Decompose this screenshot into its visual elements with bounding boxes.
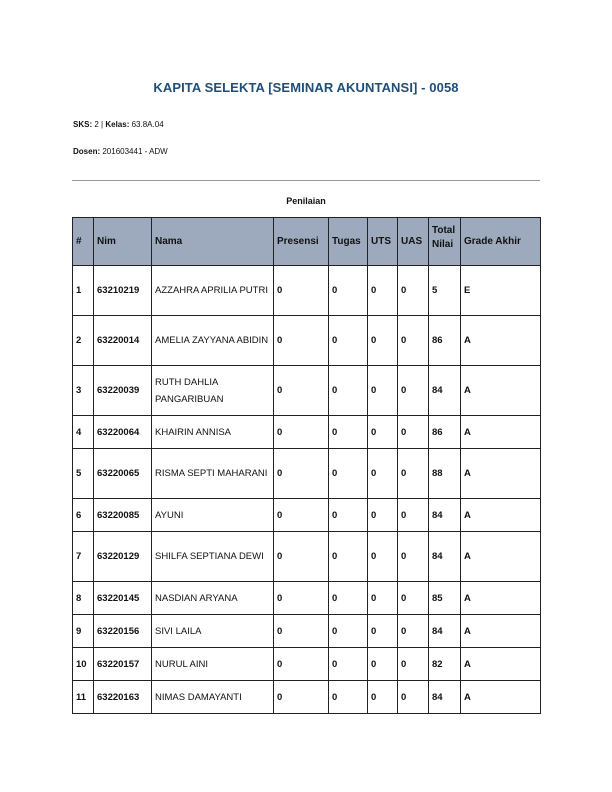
cell-presensi: 0: [274, 449, 329, 499]
cell-presensi: 0: [274, 416, 329, 449]
cell-total-nilai: 82: [429, 648, 461, 681]
divider: [72, 180, 540, 181]
cell-uas: 0: [398, 266, 429, 316]
cell-uts: 0: [368, 416, 398, 449]
cell-nama: SHILFA SEPTIANA DEWI: [152, 532, 274, 582]
table-row: [73, 615, 541, 648]
cell-total-nilai: 84: [429, 681, 461, 714]
sks-label: SKS:: [73, 120, 93, 129]
cell-grade-akhir: A: [461, 366, 541, 416]
table-header-row: [73, 218, 541, 266]
cell-uas: 0: [398, 648, 429, 681]
cell-no: 5: [73, 449, 94, 499]
table-row: [73, 316, 541, 366]
cell-no: 2: [73, 316, 94, 366]
cell-nama: SIVI LAILA: [152, 615, 274, 648]
cell-uas: 0: [398, 582, 429, 615]
sks-value: 2: [94, 120, 99, 129]
section-title: Penilaian: [286, 196, 326, 206]
cell-no: 1: [73, 266, 94, 316]
cell-presensi: 0: [274, 366, 329, 416]
header-total-nilai: Total Nilai: [429, 218, 461, 266]
table-row: [73, 266, 541, 316]
meta-separator: |: [101, 120, 104, 129]
cell-no: 11: [73, 681, 94, 714]
cell-grade-akhir: E: [461, 266, 541, 316]
cell-presensi: 0: [274, 316, 329, 366]
cell-nama: KHAIRIN ANNISA: [152, 416, 274, 449]
cell-no: 3: [73, 366, 94, 416]
table-row: [73, 648, 541, 681]
cell-tugas: 0: [329, 266, 368, 316]
cell-presensi: 0: [274, 266, 329, 316]
cell-total-nilai: 84: [429, 615, 461, 648]
cell-total-nilai: 84: [429, 532, 461, 582]
cell-tugas: 0: [329, 582, 368, 615]
header-uts: UTS: [368, 218, 398, 266]
cell-tugas: 0: [329, 416, 368, 449]
cell-no: 7: [73, 532, 94, 582]
header-grade-akhir: Grade Akhir: [461, 218, 541, 266]
cell-nama: AMELIA ZAYYANA ABIDIN: [152, 316, 274, 366]
header-nama: Nama: [152, 218, 274, 266]
lecturer-meta-line: [73, 147, 168, 156]
cell-presensi: 0: [274, 648, 329, 681]
cell-nim: 63220145: [94, 582, 152, 615]
cell-uas: 0: [398, 449, 429, 499]
cell-uas: 0: [398, 316, 429, 366]
cell-uts: 0: [368, 615, 398, 648]
cell-tugas: 0: [329, 366, 368, 416]
cell-grade-akhir: A: [461, 615, 541, 648]
cell-uts: 0: [368, 582, 398, 615]
cell-grade-akhir: A: [461, 449, 541, 499]
cell-nama: AZZAHRA APRILIA PUTRI: [152, 266, 274, 316]
cell-nim: 63220039: [94, 366, 152, 416]
page-title: KAPITA SELEKTA [SEMINAR AKUNTANSI] - 0058: [153, 80, 459, 95]
cell-nim: 63210219: [94, 266, 152, 316]
cell-uts: 0: [368, 366, 398, 416]
cell-nim: 63220157: [94, 648, 152, 681]
cell-no: 4: [73, 416, 94, 449]
cell-total-nilai: 88: [429, 449, 461, 499]
cell-no: 6: [73, 499, 94, 532]
cell-tugas: 0: [329, 316, 368, 366]
header-no: #: [73, 218, 94, 266]
cell-presensi: 0: [274, 582, 329, 615]
cell-tugas: 0: [329, 648, 368, 681]
cell-uts: 0: [368, 532, 398, 582]
cell-no: 8: [73, 582, 94, 615]
cell-tugas: 0: [329, 532, 368, 582]
cell-grade-akhir: A: [461, 582, 541, 615]
cell-grade-akhir: A: [461, 532, 541, 582]
table-row: [73, 499, 541, 532]
cell-uts: 0: [368, 681, 398, 714]
header-tugas: Tugas: [329, 218, 368, 266]
cell-nama: RISMA SEPTI MAHARANI: [152, 449, 274, 499]
cell-nama: RUTH DAHLIA PANGARIBUAN: [152, 366, 274, 416]
table-row: [73, 582, 541, 615]
cell-uas: 0: [398, 615, 429, 648]
cell-presensi: 0: [274, 532, 329, 582]
cell-nama: NURUL AINI: [152, 648, 274, 681]
header-uas: UAS: [398, 218, 429, 266]
cell-nama: AYUNI: [152, 499, 274, 532]
cell-total-nilai: 84: [429, 366, 461, 416]
cell-tugas: 0: [329, 449, 368, 499]
cell-no: 10: [73, 648, 94, 681]
cell-grade-akhir: A: [461, 499, 541, 532]
cell-total-nilai: 84: [429, 499, 461, 532]
cell-uts: 0: [368, 499, 398, 532]
cell-uts: 0: [368, 316, 398, 366]
kelas-value: 63.8A.04: [131, 120, 164, 129]
cell-nim: 63220129: [94, 532, 152, 582]
cell-uas: 0: [398, 366, 429, 416]
cell-uts: 0: [368, 449, 398, 499]
cell-tugas: 0: [329, 615, 368, 648]
cell-nim: 63220085: [94, 499, 152, 532]
header-presensi: Presensi: [274, 218, 329, 266]
cell-total-nilai: 5: [429, 266, 461, 316]
cell-tugas: 0: [329, 681, 368, 714]
cell-total-nilai: 85: [429, 582, 461, 615]
table-row: [73, 449, 541, 499]
cell-uas: 0: [398, 681, 429, 714]
cell-uas: 0: [398, 416, 429, 449]
cell-grade-akhir: A: [461, 416, 541, 449]
grades-table: [72, 217, 541, 714]
cell-total-nilai: 86: [429, 316, 461, 366]
cell-presensi: 0: [274, 615, 329, 648]
table-row: [73, 366, 541, 416]
cell-nim: 63220163: [94, 681, 152, 714]
dosen-label: Dosen:: [73, 147, 101, 156]
cell-uas: 0: [398, 532, 429, 582]
cell-nim: 63220156: [94, 615, 152, 648]
cell-presensi: 0: [274, 681, 329, 714]
cell-grade-akhir: A: [461, 648, 541, 681]
course-meta-line: [73, 120, 164, 129]
dosen-value: 201603441 - ADW: [102, 147, 168, 156]
table-row: [73, 532, 541, 582]
cell-nim: 63220065: [94, 449, 152, 499]
cell-nim: 63220014: [94, 316, 152, 366]
cell-tugas: 0: [329, 499, 368, 532]
table-row: [73, 681, 541, 714]
cell-uts: 0: [368, 648, 398, 681]
kelas-label: Kelas:: [105, 120, 130, 129]
cell-nama: NASDIAN ARYANA: [152, 582, 274, 615]
cell-total-nilai: 86: [429, 416, 461, 449]
cell-grade-akhir: A: [461, 681, 541, 714]
cell-uts: 0: [368, 266, 398, 316]
cell-nim: 63220064: [94, 416, 152, 449]
cell-no: 9: [73, 615, 94, 648]
header-nim: Nim: [94, 218, 152, 266]
cell-grade-akhir: A: [461, 316, 541, 366]
cell-presensi: 0: [274, 499, 329, 532]
table-row: [73, 416, 541, 449]
cell-nama: NIMAS DAMAYANTI: [152, 681, 274, 714]
cell-uas: 0: [398, 499, 429, 532]
